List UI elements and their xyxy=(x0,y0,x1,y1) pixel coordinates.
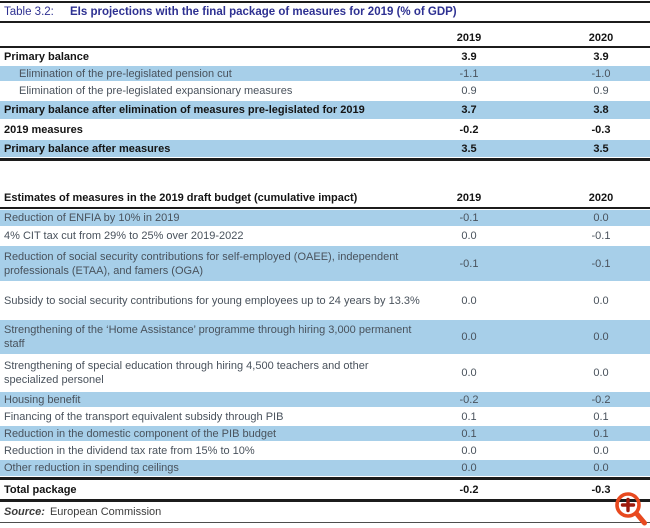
table-row xyxy=(0,65,650,82)
table-row xyxy=(0,391,650,408)
table-row xyxy=(0,282,650,319)
table2-column-header-row xyxy=(0,188,650,207)
cell-2020: 0.0 xyxy=(593,462,609,474)
table-row xyxy=(0,442,650,459)
row-label: 2019 measures xyxy=(4,123,83,136)
column-header-2019: 2019 xyxy=(456,32,482,44)
row-label: Primary balance after measures xyxy=(4,142,171,155)
cell-2020: 0.1 xyxy=(593,410,609,423)
cell-2020: 0.9 xyxy=(593,85,609,97)
cell-2020: -0.1 xyxy=(591,257,611,270)
cell-2019: -0.2 xyxy=(459,483,479,496)
cell-2019: 0.0 xyxy=(461,462,477,474)
cell-2019: -0.2 xyxy=(459,123,479,136)
row-label: Primary balance xyxy=(4,50,89,63)
row-label: Total package xyxy=(4,483,77,496)
total-row xyxy=(0,480,650,499)
table-row xyxy=(0,100,650,120)
row-label: Elimination of the pre-legislated expansionary measures xyxy=(19,85,293,97)
divider xyxy=(0,522,650,523)
cell-2020: -0.3 xyxy=(591,123,611,136)
table-row xyxy=(0,139,650,158)
cell-2019: 0.1 xyxy=(461,427,477,440)
row-label: Other reduction in spending ceilings xyxy=(4,462,179,474)
cell-2020: 0.0 xyxy=(593,367,609,379)
table-row xyxy=(0,319,650,355)
cell-2019: -0.2 xyxy=(459,393,479,406)
table-row xyxy=(0,425,650,442)
row-label: Housing benefit xyxy=(4,393,81,406)
cell-2020: -0.2 xyxy=(591,393,611,406)
cell-2020: 3.9 xyxy=(593,50,609,63)
table-row xyxy=(0,82,650,100)
row-label: Strengthening of special education through hiring 4,500 teachers and other specialized personel xyxy=(4,360,369,386)
page-title: EIs projections with the final package of measures for 2019 (% of GDP) xyxy=(70,6,457,18)
cell-2019: -0.1 xyxy=(459,212,479,224)
cell-2019: 3.5 xyxy=(461,142,477,155)
cell-2020: 3.5 xyxy=(593,142,609,155)
cell-2019: 3.9 xyxy=(461,50,477,63)
column-header-2019: 2019 xyxy=(456,191,482,204)
source-text: European Commission xyxy=(49,506,162,518)
cell-2019: 0.0 xyxy=(461,294,477,307)
row-label: Financing of the transport equivalent subsidy through PIB xyxy=(4,410,284,423)
row-label: Primary balance after elimination of measures pre-legislated for 2019 xyxy=(4,104,365,116)
row-label: Reduction in the dividend tax rate from 15% to 10% xyxy=(4,444,255,457)
row-label: Reduction of social security contributions for self-employed (OAEE), independent professionals (ETAA), and famers (OGA) xyxy=(4,250,399,277)
cell-2020: 3.8 xyxy=(593,104,609,116)
cell-2020: 0.0 xyxy=(593,212,609,224)
table-row xyxy=(0,245,650,282)
table-row xyxy=(0,355,650,391)
source-line xyxy=(0,502,650,522)
cell-2019: 0.0 xyxy=(461,331,477,343)
cell-2020: 0.1 xyxy=(593,427,609,440)
cell-2019: 0.9 xyxy=(461,85,477,97)
cell-2020: -0.3 xyxy=(591,483,611,496)
cell-2019: 0.0 xyxy=(461,230,477,242)
table-row xyxy=(0,48,650,65)
cell-2020: 0.0 xyxy=(593,331,609,343)
row-label: Subsidy to social security contributions for young employees up to 24 years by 13.3% xyxy=(4,294,420,307)
row-label: Elimination of the pre-legislated pension cut xyxy=(19,67,232,80)
table-number: Table 3.2: xyxy=(4,6,54,18)
row-label: Reduction in the domestic component of the PIB budget xyxy=(4,427,277,440)
table-row xyxy=(0,120,650,139)
column-header-2020: 2020 xyxy=(588,32,614,44)
cell-2019: 0.0 xyxy=(461,444,477,457)
table-row xyxy=(0,408,650,425)
source-label: Source: xyxy=(4,506,45,518)
table1-column-header-row xyxy=(0,30,650,46)
row-label: Strengthening of the ‘Home Assistance’ programme through hiring 3,000 permanent staff xyxy=(4,324,412,350)
zoom-in-magnifier-icon[interactable] xyxy=(611,488,650,527)
cell-2020: 0.0 xyxy=(593,294,609,307)
cell-2019: 0.1 xyxy=(461,410,477,423)
cell-2019: -0.1 xyxy=(459,257,479,270)
row-label: Reduction of ENFIA by 10% in 2019 xyxy=(4,212,180,224)
section-header: Estimates of measures in the 2019 draft budget (cumulative impact) xyxy=(4,191,358,204)
column-header-2020: 2020 xyxy=(588,191,614,204)
table-row xyxy=(0,227,650,245)
cell-2019: -1.1 xyxy=(459,67,479,80)
cell-2020: -0.1 xyxy=(591,230,611,242)
cell-2019: 3.7 xyxy=(461,104,477,116)
table-row xyxy=(0,209,650,227)
cell-2020: 0.0 xyxy=(593,444,609,457)
cell-2019: 0.0 xyxy=(461,367,477,379)
table-row xyxy=(0,459,650,477)
cell-2020: -1.0 xyxy=(591,67,611,80)
table-caption xyxy=(0,3,650,21)
row-label: 4% CIT tax cut from 29% to 25% over 2019-2022 xyxy=(4,230,244,242)
